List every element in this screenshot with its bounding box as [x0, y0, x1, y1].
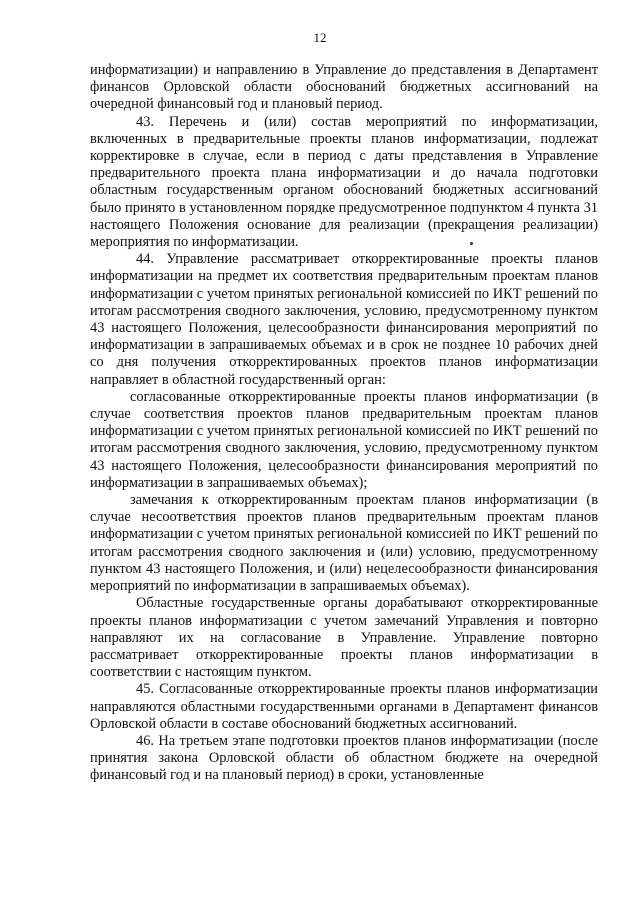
paragraph-45: 45. Согласованные откорректированные проекты планов информатизации направляются областными государственными органами в Департамент финансов Орловской области в составе обоснований бюджетных ассигнований.	[90, 681, 598, 732]
paragraph-continuation: информатизации) и направлению в Управление до представления в Департамент финансов Орловской области обоснований бюджетных ассигнований на очередной финансовый год и плановый период.	[90, 62, 598, 113]
list-item-remarks: замечания к откорректированным проектам планов информатизации (в случае несоответствия проектов планов предварительным проектам планов информатизации с учетом принятых региональной комиссией по ИКТ решений по итогам рассмотрения сводного заключения и (или) условию, предусмотренному пунктом 43 настоящего Положения, и (или) нецелесообразности финансирования мероприятий по информатизации в запрашиваемых объемах).	[90, 492, 598, 595]
list-item-agreed-projects: согласованные откорректированные проекты планов информатизации (в случае соответствия проектов планов предварительным проектам планов информатизации с учетом принятых региональной комиссией по ИКТ решений по итогам рассмотрения сводного заключения, условию, предусмотренному пунктом 43 настоящего Положения, целесообразности финансирования мероприятий по информатизации в запрашиваемых объемах);	[90, 388, 598, 491]
paragraph-46: 46. На третьем этапе подготовки проектов планов информатизации (после принятия закона Орловской области об областном бюджете на очередной финансовый год и на плановый период) в сроки, установленные	[90, 732, 598, 784]
scan-dot-mark	[470, 242, 473, 245]
page-number: 12	[313, 30, 327, 45]
paragraph-43: 43. Перечень и (или) состав мероприятий по информатизации, включенных в предварительные проекты планов информатизации, подлежат корректировке в случае, если в период с даты представления в Управление предварительного проекта плана информатизации и до начала подготовки областным государственным органом обоснований бюджетных ассигнований было принято в установленном порядке предусмотренное подпунктом 4 пункта 31 настоящего Положения основание для реализации (прекращения реализации) мероприятия по информатизации.	[90, 113, 598, 251]
paragraph-44: 44. Управление рассматривает откорректированные проекты планов информатизации на предмет их соответствия предварительным проектам планов информатизации с учетом принятых региональной комиссией по ИКТ решений по итогам рассмотрения сводного заключения, условию, предусмотренному пунктом 43 настоящего Положения, целесообразности финансирования мероприятий по информатизации в запрашиваемых объемах и в срок не позднее 10 рабочих дней со дня получения откорректированных проектов планов информатизации направляет в областной государственный орган:	[90, 251, 598, 388]
document-body	[90, 62, 598, 785]
paragraph-revision: Областные государственные органы дорабатывают откорректированные проекты планов информатизации с учетом замечаний Управления и повторно направляют их на согласование в Управление. Управление повторно рассматривает откорректированные проекты планов информатизации в соответствии с настоящим пунктом.	[90, 595, 598, 681]
